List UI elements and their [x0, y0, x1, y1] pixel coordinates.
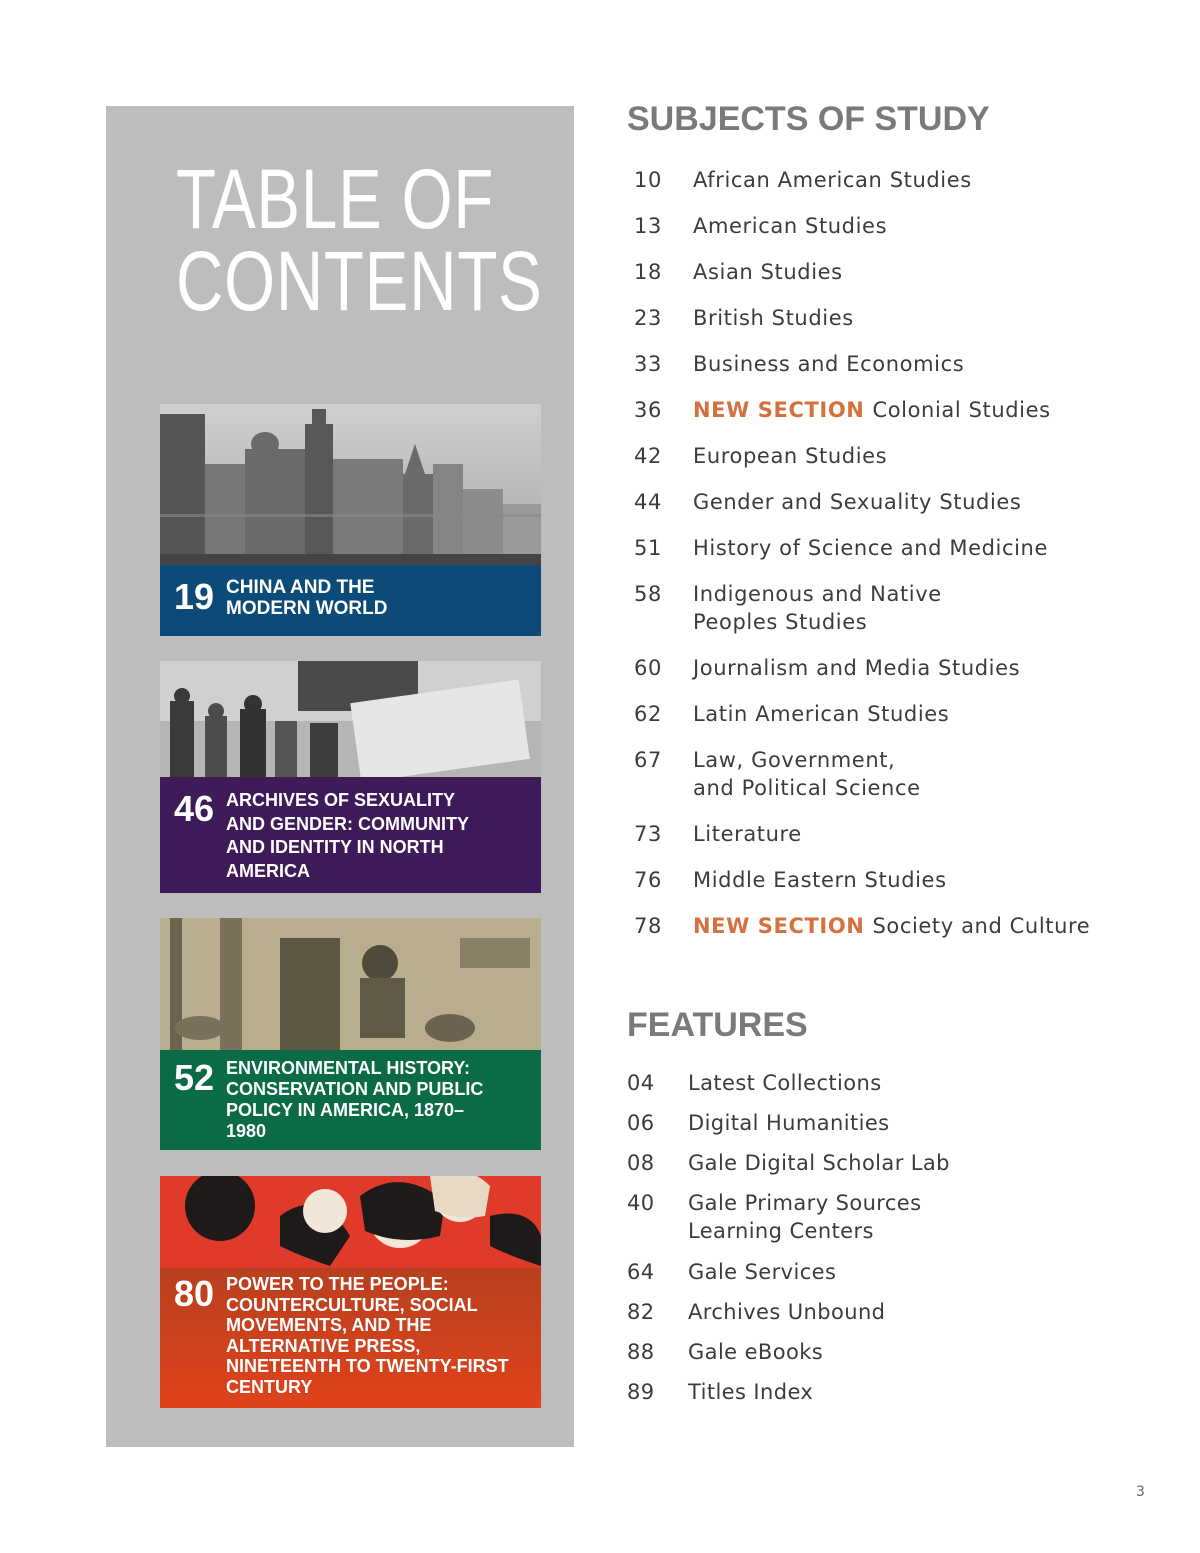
feature-label: Gale eBooks [688, 1340, 824, 1364]
subject-page-number: 44 [634, 490, 662, 514]
card-band-power-to-the-people [160, 1268, 541, 1408]
feature-page-number: 82 [627, 1300, 655, 1324]
feature-page-number: 64 [627, 1260, 655, 1284]
subject-page-number: 42 [634, 444, 662, 468]
card-page-number: 80 [174, 1273, 215, 1314]
subject-label: Asian Studies [693, 260, 843, 284]
card-page-number: 46 [174, 788, 215, 829]
feature-card-environmental-history[interactable] [160, 918, 541, 1150]
feature-card-archives-sexuality[interactable] [160, 661, 541, 893]
subject-label: European Studies [693, 444, 888, 468]
subject-label: Gender and Sexuality Studies [693, 490, 1022, 514]
subject-page-number: 18 [634, 260, 662, 284]
subject-page-number: 36 [634, 398, 662, 422]
feature-card-power-to-the-people[interactable] [160, 1176, 541, 1408]
feature-label: Digital Humanities [688, 1111, 890, 1135]
feature-label-line-2: Learning Centers [688, 1219, 874, 1243]
card-band-environmental-history [160, 1050, 541, 1150]
subject-label: Literature [693, 822, 802, 846]
toc-title-line-2: CONTENTS [176, 234, 543, 328]
feature-label: Titles Index [688, 1380, 814, 1404]
subject-label: Society and Culture [872, 914, 1091, 938]
feature-page-number: 04 [627, 1071, 655, 1095]
subject-label: African American Studies [693, 168, 972, 192]
card-band-archives-sexuality [160, 777, 541, 893]
feature-label: Gale Digital Scholar Lab [688, 1151, 950, 1175]
subject-page-number: 78 [634, 914, 662, 938]
subject-page-number: 23 [634, 306, 662, 330]
new-section-tag: NEW SECTION [693, 398, 865, 422]
toc-title-line-1: TABLE OF [176, 152, 495, 246]
subject-page-number: 62 [634, 702, 662, 726]
card-title: CHINA AND THE MODERN WORLD [226, 577, 388, 619]
new-section-tag: NEW SECTION [693, 914, 865, 938]
subject-page-number: 60 [634, 656, 662, 680]
subject-page-number: 76 [634, 868, 662, 892]
subject-label-line-2: Peoples Studies [693, 610, 868, 634]
feature-card-china[interactable] [160, 404, 541, 636]
feature-page-number: 89 [627, 1380, 655, 1404]
subject-label: Law, Government, [693, 748, 896, 772]
feature-page-number: 06 [627, 1111, 655, 1135]
subject-page-number: 33 [634, 352, 662, 376]
card-page-number: 19 [174, 576, 215, 617]
feature-label: Archives Unbound [688, 1300, 886, 1324]
subject-page-number: 13 [634, 214, 662, 238]
subjects-heading: SUBJECTS OF STUDY [627, 100, 990, 138]
subject-page-number: 51 [634, 536, 662, 560]
subject-page-number: 67 [634, 748, 662, 772]
toc-title [176, 152, 543, 328]
subject-label: History of Science and Medicine [693, 536, 1048, 560]
page-number: 3 [1136, 1484, 1145, 1500]
subject-label: Indigenous and Native [693, 582, 942, 606]
subject-page-number: 58 [634, 582, 662, 606]
card-title: POWER TO THE PEOPLE: COUNTERCULTURE, SOCIAL MOVEMENTS, AND THE ALTERNATIVE PRESS, NINETEENTH TO TWENTY-FIRST CENTURY [226, 1274, 509, 1397]
feature-label: Gale Primary Sources [688, 1191, 922, 1215]
card-band-china [160, 565, 541, 636]
subject-label: Business and Economics [693, 352, 965, 376]
card-title: ARCHIVES OF SEXUALITY AND GENDER: COMMUNITY AND IDENTITY IN NORTH AMERICA [226, 790, 469, 881]
subject-page-number: 73 [634, 822, 662, 846]
subject-page-number: 10 [634, 168, 662, 192]
subject-label: Colonial Studies [872, 398, 1051, 422]
toc-sidebar-panel [106, 106, 574, 1447]
subject-label: Middle Eastern Studies [693, 868, 947, 892]
feature-page-number: 08 [627, 1151, 655, 1175]
subject-label: British Studies [693, 306, 854, 330]
card-page-number: 52 [174, 1057, 215, 1098]
subject-label: Latin American Studies [693, 702, 950, 726]
subject-label-line-2: and Political Science [693, 776, 921, 800]
subject-label: Journalism and Media Studies [693, 656, 1021, 680]
card-title: ENVIRONMENTAL HISTORY: CONSERVATION AND PUBLIC POLICY IN AMERICA, 1870–1980 [226, 1058, 484, 1141]
features-heading: FEATURES [627, 1006, 808, 1044]
feature-page-number: 88 [627, 1340, 655, 1364]
feature-label: Latest Collections [688, 1071, 882, 1095]
subject-label: American Studies [693, 214, 888, 238]
feature-label: Gale Services [688, 1260, 837, 1284]
feature-page-number: 40 [627, 1191, 655, 1215]
